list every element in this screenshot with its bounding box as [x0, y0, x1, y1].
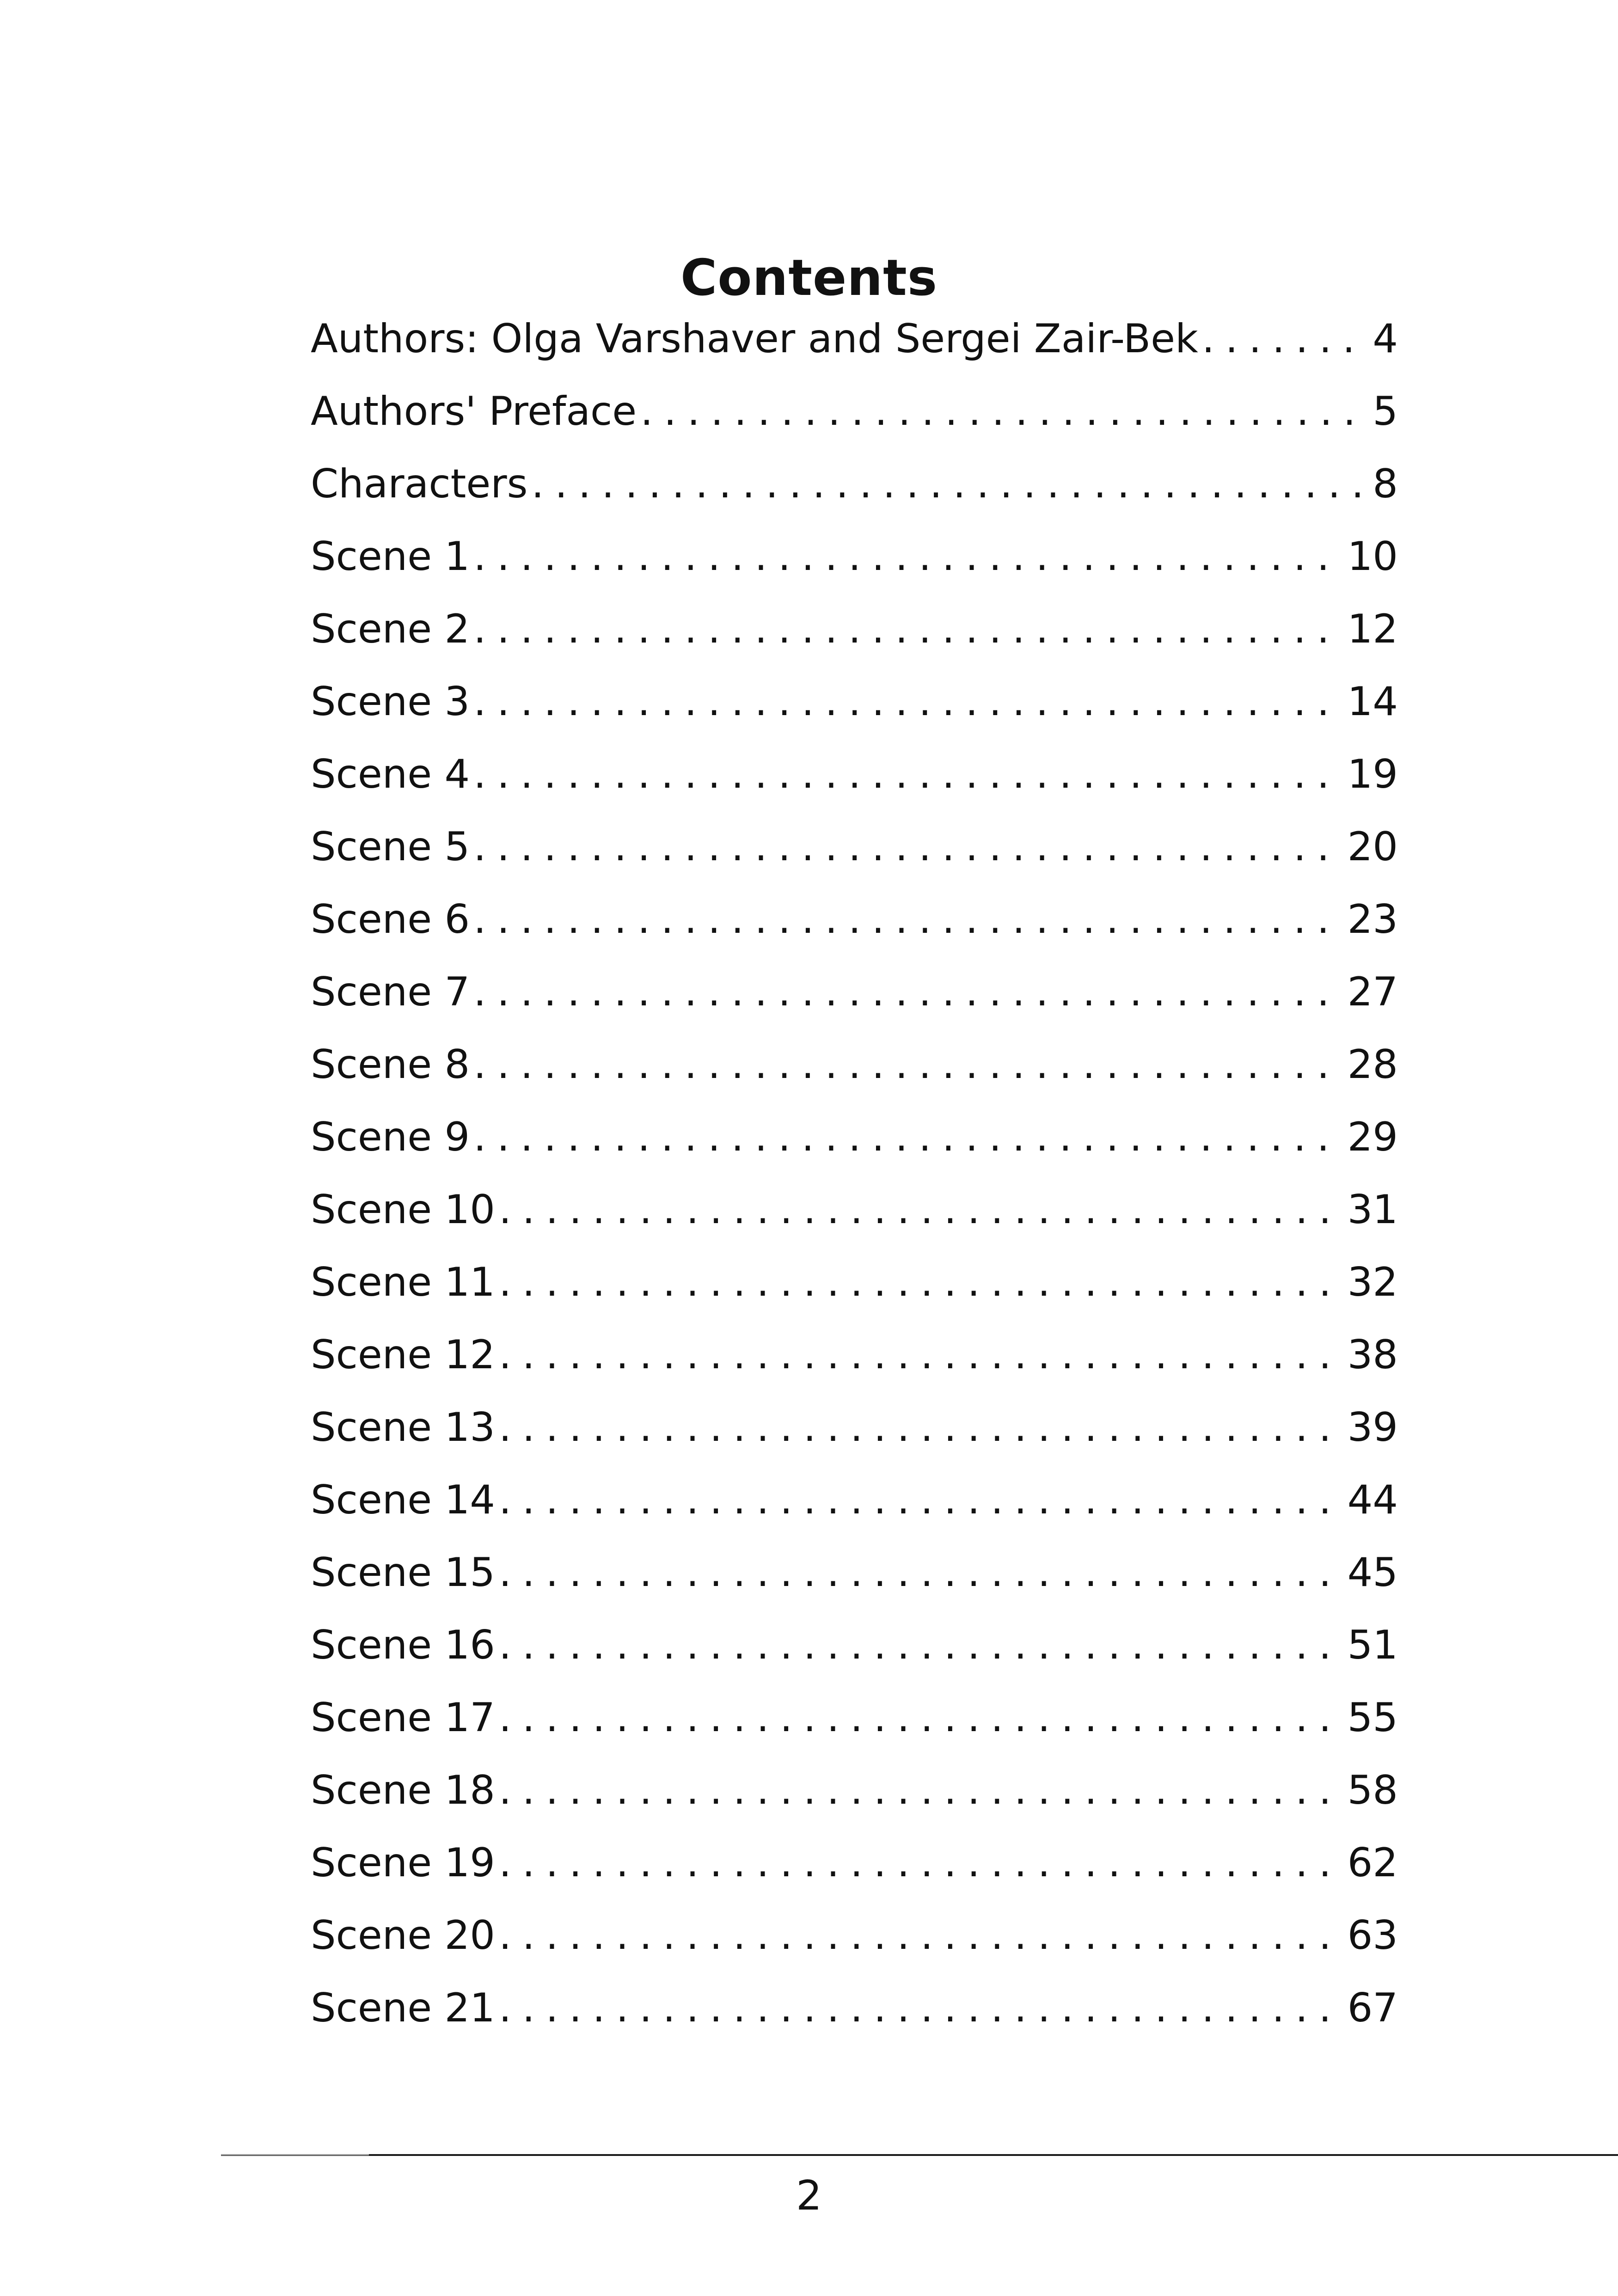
dot-leader — [473, 1101, 1342, 1174]
toc-entry — [311, 1537, 1398, 1609]
toc-entry-page: 20 — [1347, 824, 1398, 870]
toc-entry-label: Scene 6 — [311, 896, 470, 943]
dot-leader — [499, 1682, 1343, 1754]
toc-entry-page: 38 — [1347, 1332, 1398, 1378]
toc-entry-page: 28 — [1347, 1041, 1398, 1088]
toc-entry-label: Scene 19 — [311, 1840, 495, 1886]
toc-entry-label: Authors: Olga Varshaver and Sergei Zair-Bek — [311, 316, 1198, 362]
toc-entry-page: 51 — [1347, 1622, 1398, 1668]
dot-leader — [499, 1537, 1343, 1609]
toc-entry — [311, 666, 1398, 738]
page-title: Contents — [680, 249, 938, 307]
dot-leader — [499, 1319, 1343, 1391]
toc-entry-label: Scene 4 — [311, 751, 470, 797]
dot-leader — [473, 666, 1342, 738]
toc-entry — [311, 303, 1398, 375]
page-number: 2 — [796, 2172, 822, 2219]
dot-leader — [473, 811, 1342, 883]
footer-divider-accent — [221, 2154, 369, 2155]
toc-entry-label: Scene 15 — [311, 1549, 495, 1596]
toc-entry-label: Scene 1 — [311, 533, 470, 580]
toc-entry — [311, 1174, 1398, 1246]
toc-entry — [311, 956, 1398, 1029]
toc-entry — [311, 1972, 1398, 2045]
dot-leader — [473, 520, 1342, 593]
toc-entry-page: 67 — [1347, 1985, 1398, 2031]
toc-entry-page: 14 — [1347, 679, 1398, 725]
toc-entry-page: 31 — [1347, 1187, 1398, 1233]
toc-entry-page: 39 — [1347, 1404, 1398, 1451]
dot-leader — [499, 1464, 1343, 1537]
toc-entry-label: Scene 17 — [311, 1695, 495, 1741]
dot-leader — [499, 1174, 1343, 1246]
dot-leader — [531, 448, 1368, 520]
table-of-contents — [311, 303, 1398, 2045]
toc-entry — [311, 1319, 1398, 1391]
dot-leader — [499, 1754, 1343, 1827]
toc-entry — [311, 1029, 1398, 1101]
toc-entry — [311, 1464, 1398, 1537]
toc-entry-page: 5 — [1373, 388, 1398, 435]
dot-leader — [499, 1391, 1343, 1464]
toc-entry-page: 4 — [1373, 316, 1398, 362]
toc-entry-label: Scene 16 — [311, 1622, 495, 1668]
toc-entry-page: 8 — [1373, 461, 1398, 507]
toc-entry-label: Scene 12 — [311, 1332, 495, 1378]
toc-entry-page: 29 — [1347, 1114, 1398, 1160]
toc-entry — [311, 1391, 1398, 1464]
toc-entry-page: 58 — [1347, 1767, 1398, 1813]
dot-leader — [473, 738, 1342, 811]
dot-leader — [1202, 303, 1368, 375]
toc-entry — [311, 811, 1398, 883]
toc-entry-label: Scene 7 — [311, 969, 470, 1015]
toc-entry — [311, 448, 1398, 520]
toc-entry-page: 63 — [1347, 1912, 1398, 1959]
toc-entry-label: Scene 11 — [311, 1259, 495, 1305]
toc-entry — [311, 883, 1398, 956]
toc-entry-label: Scene 20 — [311, 1912, 495, 1959]
footer-divider — [221, 2154, 1618, 2156]
dot-leader — [473, 883, 1342, 956]
toc-entry-label: Scene 5 — [311, 824, 470, 870]
toc-entry-page: 44 — [1347, 1477, 1398, 1523]
dot-leader — [499, 1899, 1343, 1972]
toc-entry — [311, 1101, 1398, 1174]
toc-entry-page: 32 — [1347, 1259, 1398, 1305]
toc-entry-label: Scene 2 — [311, 606, 470, 652]
toc-entry — [311, 1827, 1398, 1899]
toc-entry-page: 19 — [1347, 751, 1398, 797]
toc-entry — [311, 520, 1398, 593]
toc-entry-label: Characters — [311, 461, 528, 507]
toc-entry-label: Scene 9 — [311, 1114, 470, 1160]
toc-entry — [311, 593, 1398, 666]
toc-entry-page: 10 — [1347, 533, 1398, 580]
toc-entry-page: 55 — [1347, 1695, 1398, 1741]
toc-entry-label: Scene 18 — [311, 1767, 495, 1813]
dot-leader — [640, 375, 1368, 448]
toc-entry-label: Scene 8 — [311, 1041, 470, 1088]
toc-entry — [311, 1754, 1398, 1827]
toc-entry — [311, 375, 1398, 448]
toc-entry-page: 62 — [1347, 1840, 1398, 1886]
toc-entry — [311, 1682, 1398, 1754]
dot-leader — [499, 1246, 1343, 1319]
dot-leader — [499, 1827, 1343, 1899]
toc-entry-label: Authors' Preface — [311, 388, 637, 435]
toc-entry-label: Scene 21 — [311, 1985, 495, 2031]
toc-entry — [311, 1246, 1398, 1319]
dot-leader — [499, 1972, 1343, 2045]
toc-entry-page: 23 — [1347, 896, 1398, 943]
dot-leader — [473, 1029, 1342, 1101]
toc-entry — [311, 1899, 1398, 1972]
toc-entry-label: Scene 14 — [311, 1477, 495, 1523]
dot-leader — [499, 1609, 1343, 1682]
dot-leader — [473, 956, 1342, 1029]
dot-leader — [473, 593, 1342, 666]
toc-entry — [311, 1609, 1398, 1682]
toc-entry-page: 27 — [1347, 969, 1398, 1015]
toc-entry-label: Scene 13 — [311, 1404, 495, 1451]
toc-entry-label: Scene 10 — [311, 1187, 495, 1233]
toc-entry-page: 12 — [1347, 606, 1398, 652]
toc-entry-page: 45 — [1347, 1549, 1398, 1596]
toc-entry-label: Scene 3 — [311, 679, 470, 725]
toc-entry — [311, 738, 1398, 811]
